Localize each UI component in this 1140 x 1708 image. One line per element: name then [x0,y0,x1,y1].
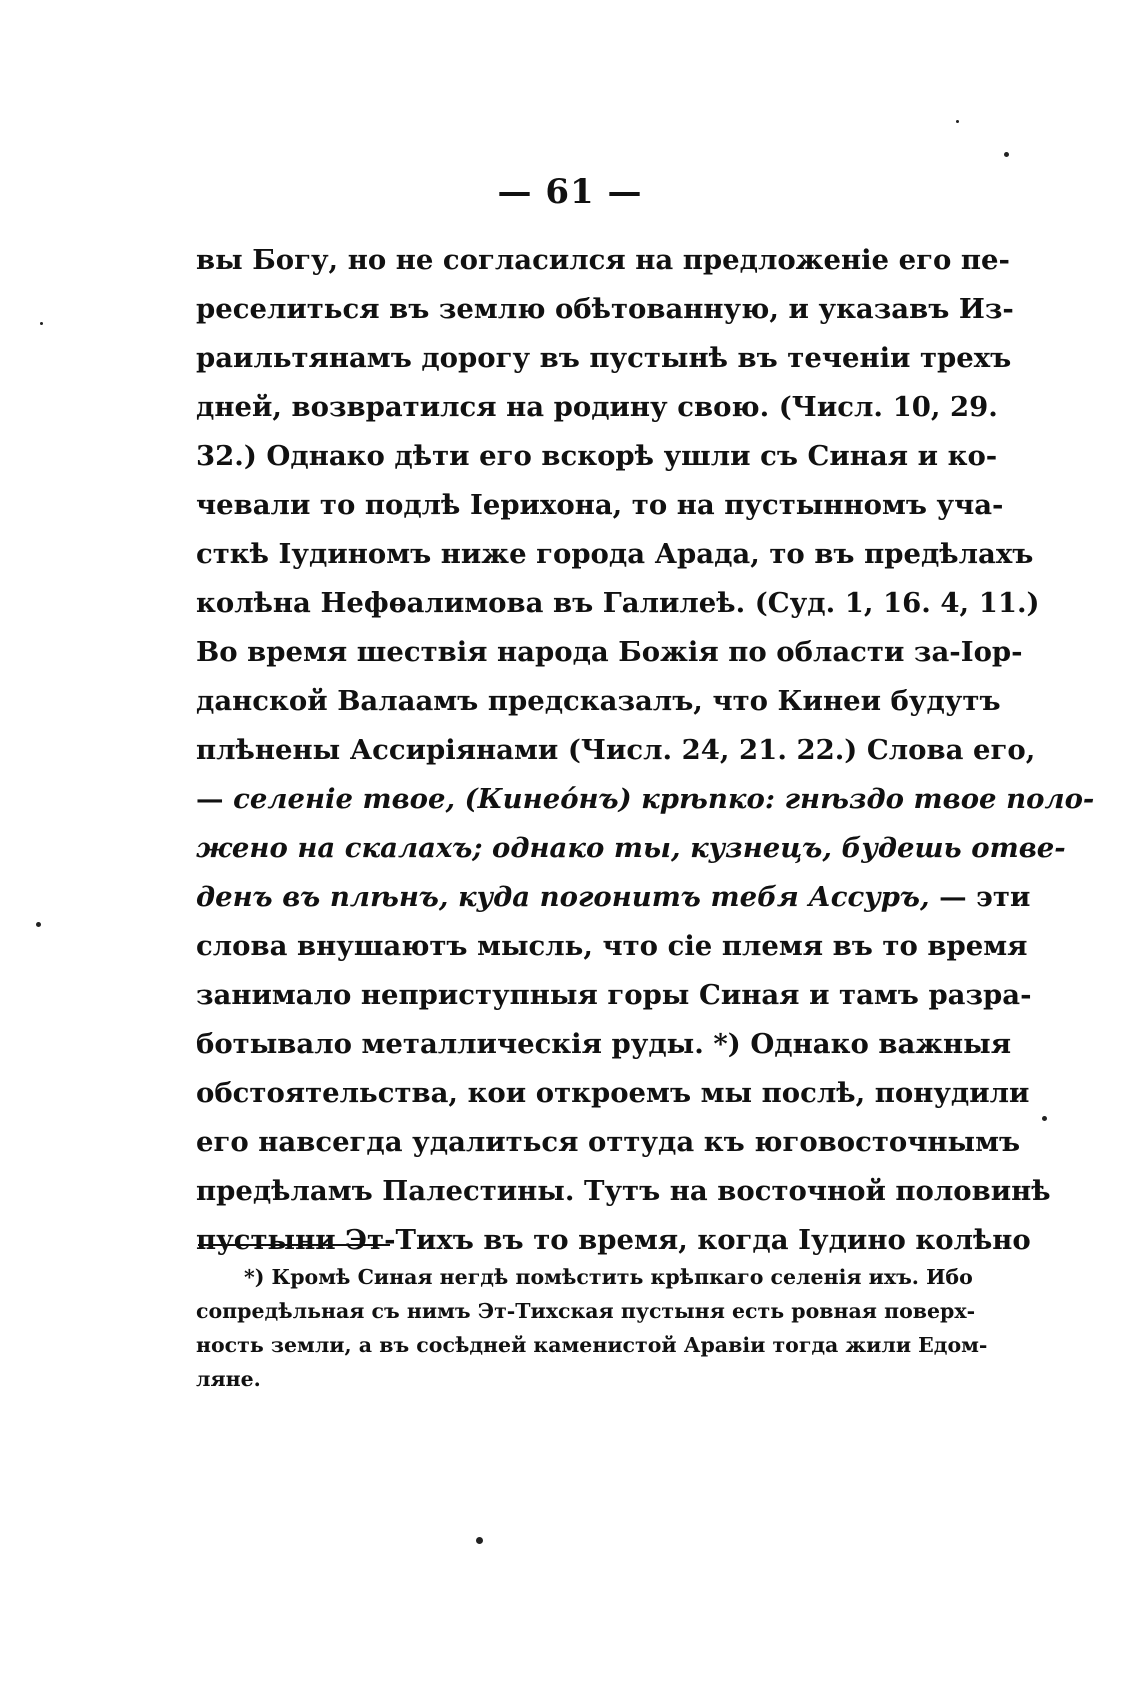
quote-line [196,775,1095,824]
footnote-line: ность земли, а въ сосѣдней каменистой Аравіи тогда жили Едом- [196,1333,988,1357]
page-number: — 61 — [497,172,643,212]
text-line: дней, возвратился на родину свою. (Числ. 10, 29. [196,391,998,423]
quote-text: жено на скалахъ; однако ты, кузнецъ, будешь отве- [196,832,1066,864]
text-line: вы Богу, но не согласился на предложеніе его пе- [196,244,1010,276]
text-line: ботывало металлическія руды. *) Однако важныя [196,1028,1012,1060]
body-text [196,236,1095,1265]
text-line: обстоятельства, кои откроемъ мы послѣ, понудили [196,1077,1030,1109]
quote-line [196,824,1066,873]
text-line: раильтянамъ дорогу въ пустынѣ въ теченіи трехъ [196,342,1012,374]
text-line: сткѣ Іудиномъ ниже города Арада, то въ предѣлахъ [196,538,1034,570]
footnote-line: *) Кромѣ Синая негдѣ помѣстить крѣпкаго селенія ихъ. Ибо [244,1265,973,1289]
text-line: реселиться въ землю обѣтованную, и указавъ Из- [196,293,1014,325]
scan-speck [1004,152,1009,157]
quote-line [196,873,1031,922]
text-line: колѣна Нефѳалимова въ Галилеѣ. (Суд. 1, 16. 4, 11.) [196,587,1040,619]
quote-text: селеніе твое, (Кинеόнъ) крѣпко: гнѣздо твое поло- [233,783,1095,815]
text-line: плѣнены Ассиріянами (Числ. 24, 21. 22.) Слова его, [196,734,1036,766]
footnote [196,1260,988,1396]
quote-tail: — эти [929,881,1031,913]
footnote-rule [198,1244,390,1246]
scan-speck [1042,1116,1047,1121]
quote-text: денъ въ плѣнъ, куда погонитъ тебя Ассуръ, [196,881,930,913]
text-line: занимало неприступныя горы Синая и тамъ разра- [196,979,1032,1011]
scan-speck [36,922,41,927]
scan-speck [956,120,959,123]
text-line: чевали то подлѣ Іерихона, то на пустынномъ уча- [196,489,1004,521]
text-line: пустыни Эт-Тихъ въ то время, когда Іудино колѣно [196,1224,1031,1256]
footnote-line: сопредѣльная съ нимъ Эт-Тихская пустыня есть ровная поверх- [196,1299,976,1323]
text-line: его навсегда удалиться оттуда къ юговосточнымъ [196,1126,1021,1158]
footnote-line: ляне. [196,1367,261,1391]
text-line: 32.) Однако дѣти его вскорѣ ушли съ Синая и ко- [196,440,998,472]
text-line: предѣламъ Палестины. Тутъ на восточной половинѣ [196,1175,1051,1207]
text-line: Во время шествія народа Божія по области за-Іор- [196,636,1023,668]
scan-speck [40,322,43,325]
text-line: слова внушаютъ мысль, что сіе племя въ то время [196,930,1028,962]
text-line: данской Валаамъ предсказалъ, что Кинеи будутъ [196,685,1001,717]
scan-speck [476,1537,483,1544]
quote-dash: — [196,783,234,815]
